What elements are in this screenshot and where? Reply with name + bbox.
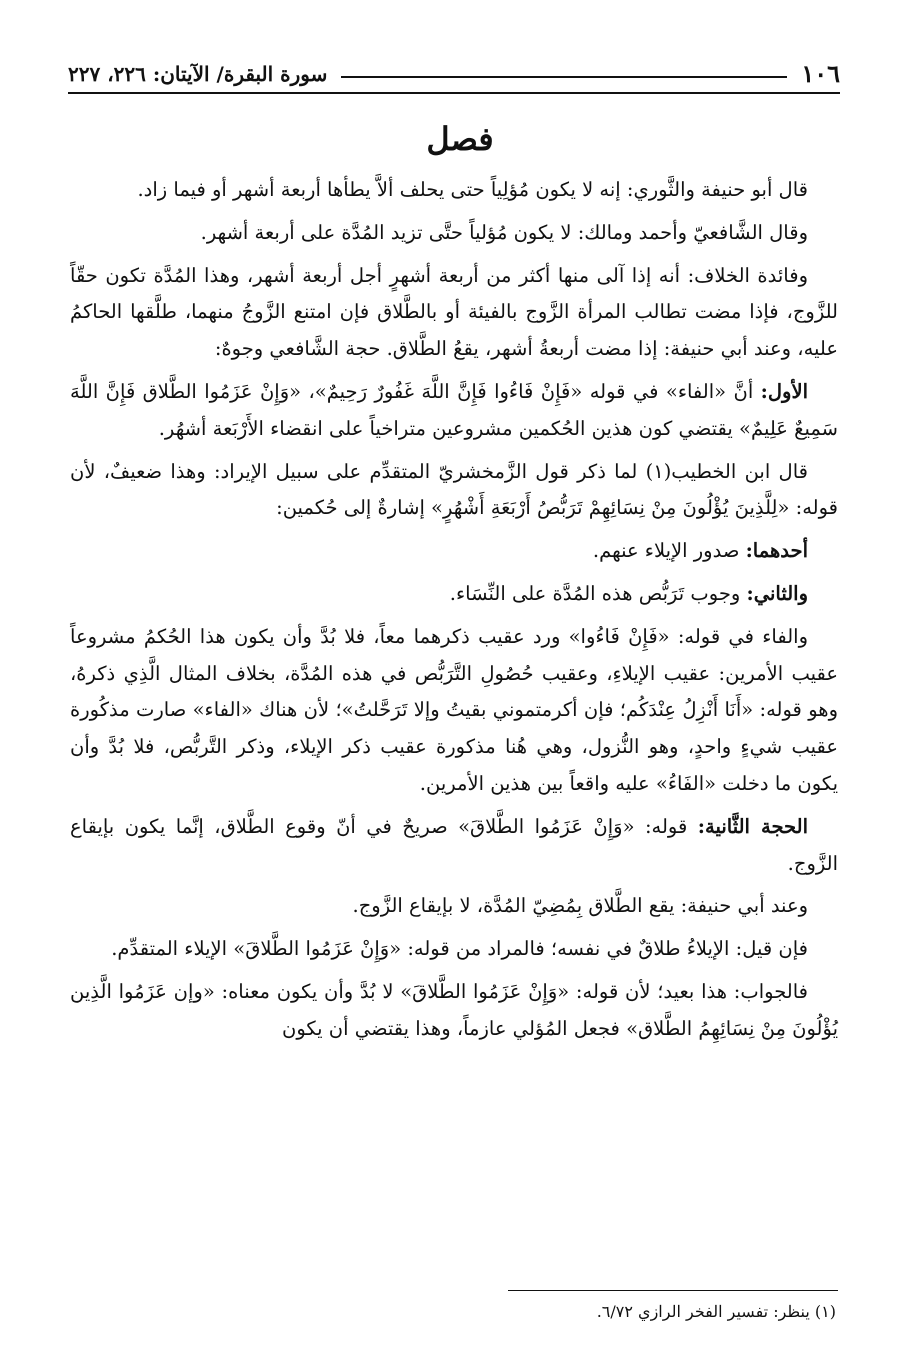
paragraph: قال ابن الخطيب(١) لما ذكر قول الزَّمخشريّ المتقدِّم على سبيل الإيراد: وهذا ضعيفٌ، لأن قوله: «لِلَّذِينَ يُؤْلُونَ مِنْ نِسَائِهِمْ تَرَبُّصُ أَرْبَعَةِ أَشْهُرٍ» إشارةٌ إلى حُكمين:: [70, 459, 838, 520]
page-number: ١٠٦: [801, 59, 840, 88]
chapter-title: فصل: [426, 120, 494, 158]
paragraph: قال أبو حنيفة والثَّوري: إنه لا يكون مُؤلِياً حتى يحلف ألاَّ يطأها أربعة أشهر أو فيما زاد.: [137, 178, 808, 201]
paragraph: الحجة الثَّانية: قوله: «وَإِنْ عَزَمُوا الطَّلاقَ» صريحٌ في أنّ وقوع الطَّلاق، إنَّما يكون بإيقاع الزَّوج.: [70, 814, 838, 875]
paragraph: وفائدة الخلاف: أنه إذا آلى منها أكثر من أربعة أشهرٍ أجل أربعة أشهر، وهذا المُدَّة تكون حقّاً للزَّوج، فإذا مضت تطالب المرأة الزَّوج بالفيئة أو بالطَّلاق فإن امتنع الزَّوجُ منهما، طلَّقها الحاكمُ عليه، وعند أبي حنيفة: إذا مضت أربعةُ أشهر، يقعُ الطَّلاق. حجة الشَّافعي وجوهٌ:: [70, 263, 838, 361]
running-title: سورة البقرة/ الآيتان: ٢٢٦، ٢٢٧: [68, 62, 328, 86]
paragraph: وقال الشَّافعيّ وأحمد ومالك: لا يكون مُؤلياً حتَّى تزيد المُدَّة على أربعة أشهر.: [200, 220, 808, 244]
paragraph: والفاء في قوله: «فَإِنْ فَاءُوا» ورد عقيب ذكرهما معاً، فلا بُدَّ وأن يكون هذا الحُكمُ مشروعاً عقيب الأمرين: عقيب الإيلاءِ، وعقيب حُصُولِ التَّرَبُّص في هذه المُدَّة، بخلاف المثال الَّذِي ذكرهُ، وهو قوله: «أَنَا أَنْزِلُ عِنْدَكُم؛ فإن أكرمتموني بقيتُ وإلا تَرَحَّلتُ»؛ لأن هناك «الفاء» صارت مذكُورة عقيب شيءٍ واحدٍ، وهو النُّزول، وهي هُنا مذكورة عقيب ذكر الإيلاء، وذكر التَّربُّص، فلا بُدَّ وأن يكون ما دخلت «الفَاءُ» عليه واقعاً بين هذين الأمرين.: [70, 624, 838, 795]
page-header: [68, 50, 840, 94]
paragraph: فإن قيل: الإيلاءُ طلاقٌ في نفسه؛ فالمراد من قوله: «وَإِنْ عَزَمُوا الطَّلاقَ» الإيلاء المتقدِّم.: [111, 937, 808, 961]
paragraph: وعند أبي حنيفة: يقع الطَّلاق بِمُضِيّ المُدَّة، لا بإيقاع الزَّوج.: [352, 894, 808, 918]
paragraph: والثاني: وجوب تَرَبُّص هذه المُدَّة على النِّسَاء.: [449, 581, 808, 605]
body-text: [70, 172, 838, 1054]
footnote-rule: [508, 1290, 838, 1291]
paragraph: فالجواب: هذا بعيد؛ لأن قوله: «وَإِنْ عَزَمُوا الطَّلاقَ» لا بُدَّ وأن يكون معناه: «وإن عَزَمُوا الَّذِين يُؤْلُونَ مِنْ نِسَائِهِمُ الطَّلاق» فجعل المُؤلي عازماً، وهذا يقتضي أن يكون: [70, 979, 838, 1040]
paragraph: الأول: أنَّ «الفاء» في قوله «فَإِنْ فَاءُوا فَإِنَّ اللَّهَ غَفُورٌ رَحِيمٌ»، «وَإِنْ عَزَمُوا الطَّلاق فَإِنَّ اللَّهَ سَمِيعٌ عَلِيمٌ» يقتضي كون هذين الحُكمين مشروعين متراخياً على انقضاء الأَرْبَعة أشهُر.: [70, 379, 838, 440]
header-rule: [341, 76, 787, 78]
footnote: (١) ينظر: تفسير الفخر الرازي ٦/٧٢.: [596, 1302, 836, 1321]
paragraph: أحدهما: صدور الإيلاء عنهم.: [592, 539, 808, 563]
